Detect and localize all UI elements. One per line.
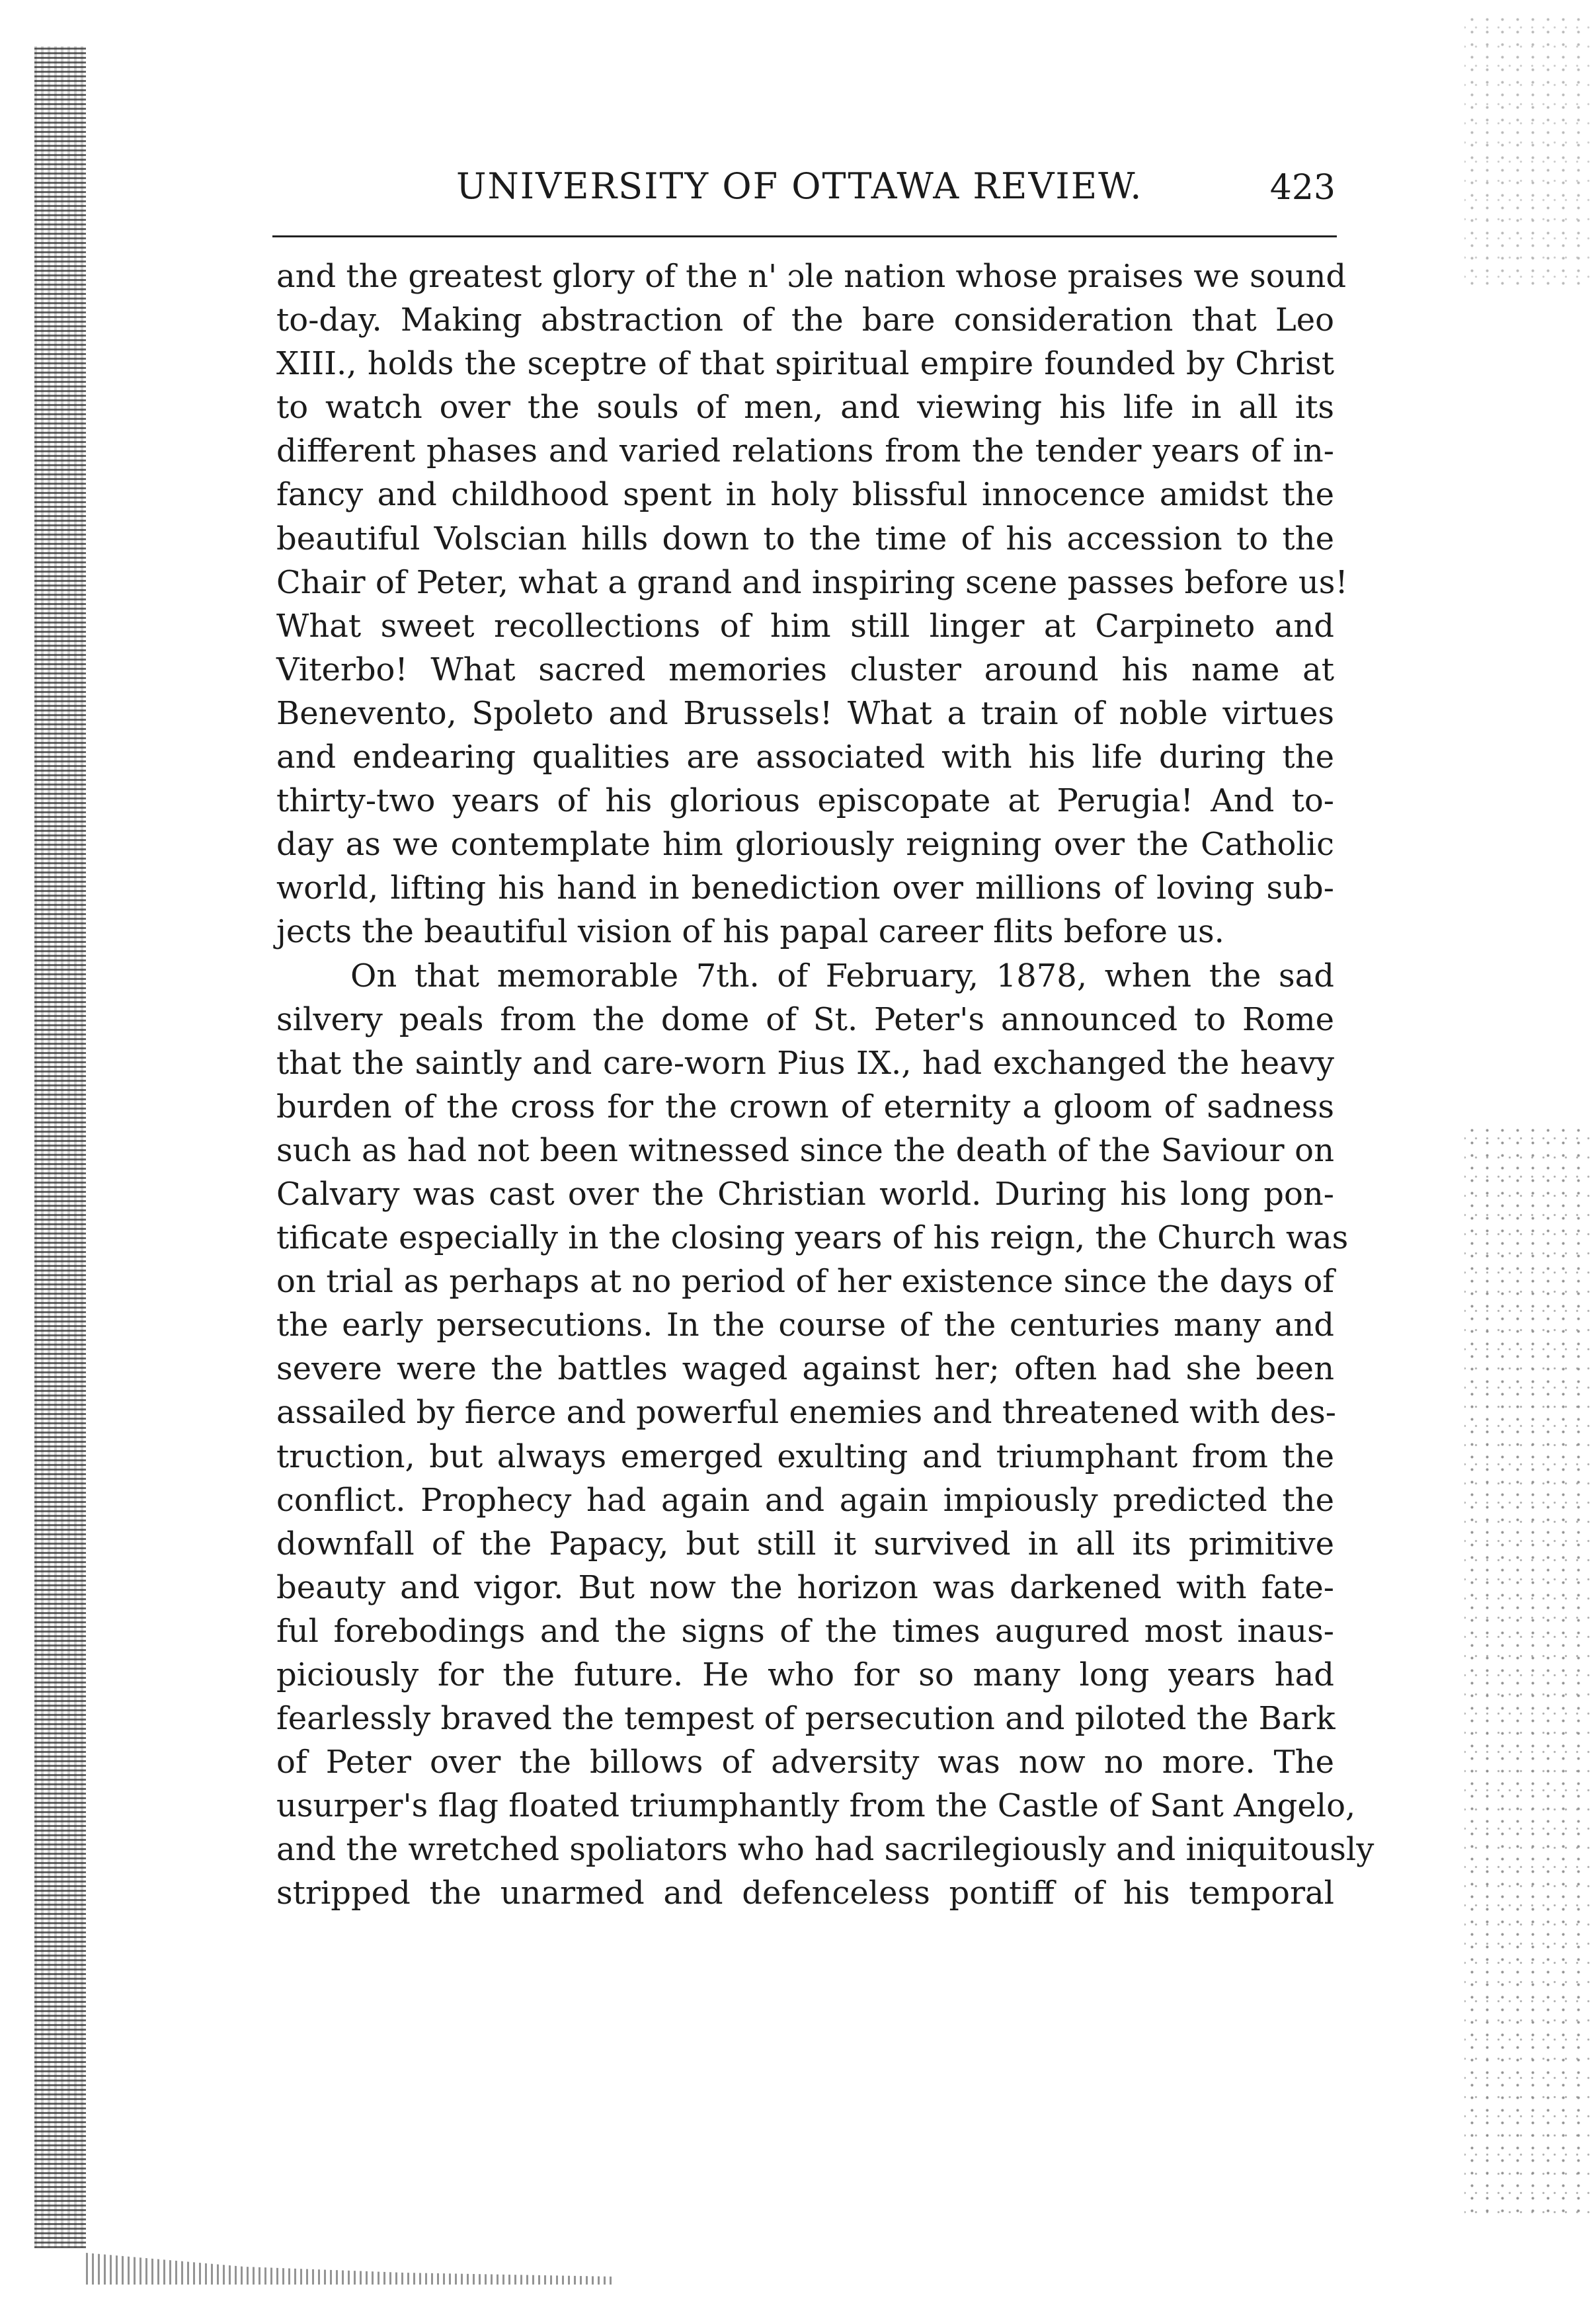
text-line: fearlessly braved the tempest of persecution and piloted the Bark (276, 1700, 1336, 1738)
scan-speckle-bottom (1464, 1124, 1590, 2215)
text-line: to watch over the souls of men, and viewing his life in all its (276, 389, 1334, 426)
text-line: day as we contemplate him gloriously reigning over the Catholic (276, 826, 1334, 864)
text-line: ful forebodings and the signs of the times augured most inaus- (276, 1612, 1334, 1650)
text-line: Calvary was cast over the Christian world. During his long pon- (276, 1175, 1334, 1213)
text-line: silvery peals from the dome of St. Peter's announced to Rome (276, 1000, 1334, 1038)
text-line: world, lifting his hand in benediction over millions of loving sub- (276, 870, 1334, 907)
text-line: that the saintly and care-worn Pius IX., had exchanged the heavy (276, 1044, 1334, 1082)
text-line: to-day. Making abstraction of the bare consideration that Leo (276, 302, 1334, 339)
page-number: 423 (1269, 168, 1336, 208)
text-line: beauty and vigor. But now the horizon was darkened with fate- (276, 1568, 1334, 1606)
running-title: UNIVERSITY OF OTTAWA REVIEW. (456, 165, 1143, 207)
scan-binding-edge (34, 46, 86, 2248)
text-line: beautiful Volscian hills down to the time of his accession to the (276, 520, 1334, 557)
text-line: of Peter over the billows of adversity was now no more. The (276, 1744, 1334, 1781)
text-line: and the wretched spoliators who had sacrilegiously and iniquitously (276, 1831, 1375, 1869)
body-text (276, 255, 1375, 1916)
paragraph (276, 954, 1375, 1916)
text-line: stripped the unarmed and defenceless pontiff of his temporal (276, 1875, 1334, 1912)
text-line: Benevento, Spoleto and Brussels! What a train of noble virtues (276, 694, 1334, 732)
text-line: On that memorable 7th. of February, 1878, when the sad (350, 957, 1334, 994)
text-line: different phases and varied relations from the tender years of in- (276, 432, 1334, 470)
text-line: and the greatest glory of the n' ɔle nation whose praises we sound (276, 258, 1347, 295)
text-line: such as had not been witnessed since the death of the Saviour on (276, 1131, 1334, 1169)
text-line: usurper's flag floated triumphantly from the Castle of Sant Angelo, (276, 1787, 1356, 1825)
text-line: and endearing qualities are associated with his life during the (276, 739, 1334, 776)
scan-bottom-smudge (86, 2245, 615, 2285)
text-line: conflict. Prophecy had again and again impiously predicted the (276, 1481, 1334, 1519)
text-line: fancy and childhood spent in holy blissful innocence amidst the (276, 476, 1334, 514)
text-line: What sweet recollections of him still linger at Carpineto and (276, 607, 1334, 645)
text-line: Viterbo! What sacred memories cluster around his name at (276, 651, 1334, 688)
text-line: the early persecutions. In the course of the centuries many and (276, 1307, 1334, 1344)
page-header (456, 165, 1336, 225)
text-line: piciously for the future. He who for so many long years had (276, 1656, 1334, 1693)
text-line: on trial as perhaps at no period of her existence since the days of (276, 1263, 1334, 1301)
scan-speckle-top (1464, 13, 1590, 291)
text-line: severe were the battles waged against her; often had she been (276, 1350, 1334, 1388)
text-line: truction, but always emerged exulting and triumphant from the (276, 1438, 1334, 1475)
text-line: burden of the cross for the crown of eternity a gloom of sadness (276, 1088, 1334, 1125)
text-line: assailed by fierce and powerful enemies and threatened with des- (276, 1394, 1336, 1432)
paragraph (276, 255, 1348, 954)
text-line: XIII., holds the sceptre of that spiritual empire founded by Christ (276, 345, 1334, 383)
header-rule (272, 235, 1337, 237)
text-line: tificate especially in the closing years of his reign, the Church was (276, 1219, 1349, 1257)
text-line: Chair of Peter, what a grand and inspiring scene passes before us! (276, 563, 1348, 601)
text-line: downfall of the Papacy, but still it survived in all its primitive (276, 1525, 1334, 1562)
text-line: jects the beautiful vision of his papal career flits before us. (276, 913, 1224, 951)
text-line: thirty-two years of his glorious episcopate at Perugia! And to- (276, 782, 1334, 820)
